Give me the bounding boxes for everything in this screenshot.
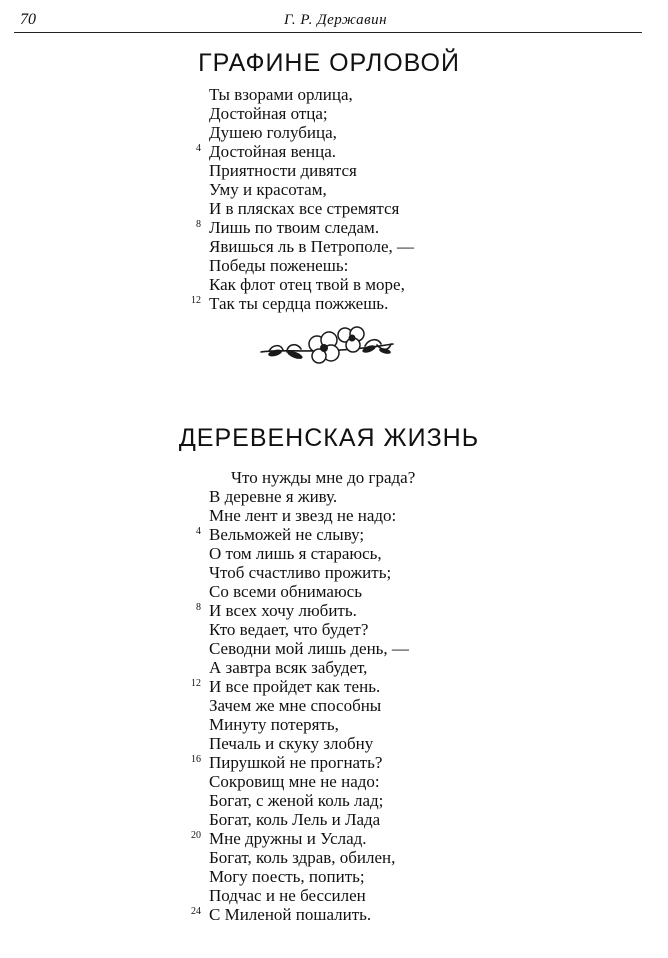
verse-line [209, 658, 415, 677]
verse-text: Так ты сердца пожжешь. [209, 294, 389, 313]
verse-line [196, 601, 415, 620]
verse-line [209, 104, 414, 123]
verse-line [209, 85, 414, 104]
verse-text: Печаль и скуку злобну [209, 734, 374, 753]
verse-line [209, 620, 415, 639]
verse-line [209, 886, 415, 905]
verse-line [209, 487, 415, 506]
line-number: 8 [196, 602, 201, 613]
verse-text: Уму и красотам, [209, 180, 327, 199]
verse-text: Со всеми обнимаюсь [209, 582, 362, 601]
verse-line [209, 544, 415, 563]
verse-text: Победы поженешь: [209, 256, 349, 275]
verse-text: Достойная венца. [209, 142, 337, 161]
verse-text: Достойная отца; [209, 104, 328, 123]
verse-text: Явишься ль в Петрополе, — [209, 237, 415, 256]
verse-line [196, 142, 414, 161]
line-number: 12 [191, 678, 201, 689]
line-number: 8 [196, 219, 201, 230]
verse-line [209, 810, 415, 829]
verse-line [209, 715, 415, 734]
verse-text: В деревне я живу. [209, 487, 338, 506]
line-number: 20 [191, 830, 201, 841]
poem-title: ДЕРЕВЕНСКАЯ ЖИЗНЬ [178, 424, 480, 452]
verse-text: Минуту потерять, [209, 715, 339, 734]
verse-text: Душею голубица, [209, 123, 337, 142]
verse-line [209, 468, 415, 487]
line-number: 4 [196, 143, 201, 154]
verse-line [209, 199, 414, 218]
verse-text: Как флот отец твой в море, [209, 275, 405, 294]
verse-text: Чтоб счастливо прожить; [209, 563, 392, 582]
verse-text: И в плясках все стремятся [209, 199, 400, 218]
verse-line [191, 677, 415, 696]
poem-body [191, 468, 416, 924]
verse-line [209, 275, 414, 294]
verse-line [209, 123, 414, 142]
verse-text: Мне лент и звезд не надо: [209, 506, 397, 525]
verse-text: И всех хочу любить. [209, 601, 357, 620]
verse-text: Что нужды мне до града? [231, 468, 416, 487]
verse-line [209, 791, 415, 810]
poem-title: ГРАФИНЕ ОРЛОВОЙ [198, 49, 460, 77]
verse-line [209, 256, 414, 275]
line-number: 4 [196, 526, 201, 537]
verse-text: Подчас и не бессилен [209, 886, 366, 905]
verse-line [196, 218, 414, 237]
floral-vignette-icon [257, 322, 397, 366]
verse-line [209, 582, 415, 601]
verse-line [209, 161, 414, 180]
verse-text: Богат, коль Лель и Лада [209, 810, 381, 829]
verse-line [191, 294, 414, 313]
verse-text: Приятности дивятся [209, 161, 357, 180]
verse-text: И все пройдет как тень. [209, 677, 381, 696]
page-number: 70 [20, 11, 36, 28]
running-head [14, 10, 642, 33]
verse-text: Мне дружны и Услад. [209, 829, 367, 848]
line-number: 12 [191, 295, 201, 306]
verse-line [209, 772, 415, 791]
verse-text: Богат, с женой коль лад; [209, 791, 384, 810]
verse-line [191, 829, 415, 848]
verse-text: Севодни мой лишь день, — [209, 639, 409, 658]
verse-line [209, 734, 415, 753]
verse-text: А завтра всяк забудет, [209, 658, 368, 677]
verse-line [209, 696, 415, 715]
verse-line [209, 639, 415, 658]
verse-text: Могу поесть, попить; [209, 867, 365, 886]
line-number: 16 [191, 754, 201, 765]
verse-line [209, 237, 414, 256]
poem-body [191, 85, 415, 313]
verse-line [209, 180, 414, 199]
verse-text: Богат, коль здрав, обилен, [209, 848, 396, 867]
verse-text: Ты взорами орлица, [209, 85, 353, 104]
verse-text: О том лишь я стараюсь, [209, 544, 382, 563]
verse-line [209, 848, 415, 867]
verse-text: Зачем же мне способны [209, 696, 382, 715]
verse-text: Лишь по твоим следам. [209, 218, 380, 237]
verse-text: Пирушкой не прогнать? [209, 753, 383, 772]
verse-text: Вельможей не слыву; [209, 525, 365, 544]
verse-line [209, 506, 415, 525]
verse-text: С Миленой пошалить. [209, 905, 372, 924]
verse-line [196, 525, 415, 544]
verse-line [209, 867, 415, 886]
verse-text: Кто ведает, что будет? [209, 620, 369, 639]
running-head-author: Г. Р. Державин [284, 12, 388, 28]
verse-line [209, 563, 415, 582]
verse-text: Сокровищ мне не надо: [209, 772, 380, 791]
verse-line [191, 905, 415, 924]
line-number: 24 [191, 906, 201, 917]
verse-line [191, 753, 415, 772]
